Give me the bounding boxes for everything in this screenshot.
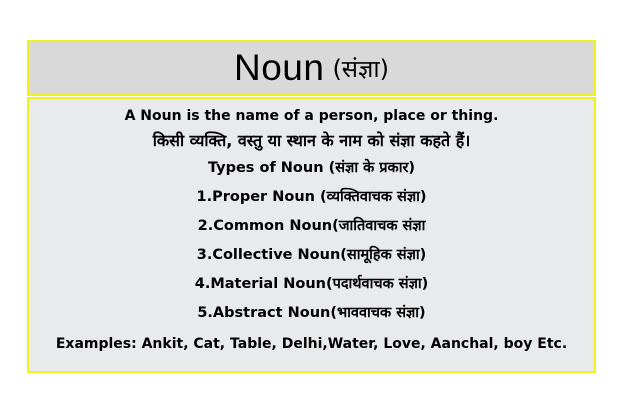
definition-hindi: किसी व्यक्ति, वस्तु या स्थान के नाम को संज्ञा कहते हैं। <box>152 131 471 150</box>
definition-english: A Noun is the name of a person, place or thing. <box>124 108 499 124</box>
type-item-abstract: 5.Abstract Noun(भाववाचक संज्ञा) <box>197 305 426 321</box>
title-banner <box>27 40 596 96</box>
content-panel <box>27 97 596 373</box>
examples-line: Examples: Ankit, Cat, Table, Delhi,Water, Love, Aanchal, boy Etc. <box>55 336 568 352</box>
page-subtitle-hindi: (संज्ञा) <box>332 54 389 83</box>
type-item-collective: 3.Collective Noun(सामूहिक संज्ञा) <box>196 247 427 263</box>
type-item-common: 2.Common Noun(जातिवाचक संज्ञा <box>197 218 426 234</box>
type-item-proper: 1.Proper Noun (व्यक्तिवाचक संज्ञा) <box>196 189 427 205</box>
type-item-material: 4.Material Noun(पदार्थवाचक संज्ञा) <box>194 276 429 292</box>
types-heading: Types of Noun (संज्ञा के प्रकार) <box>207 160 416 176</box>
page-title: Noun <box>233 47 325 88</box>
